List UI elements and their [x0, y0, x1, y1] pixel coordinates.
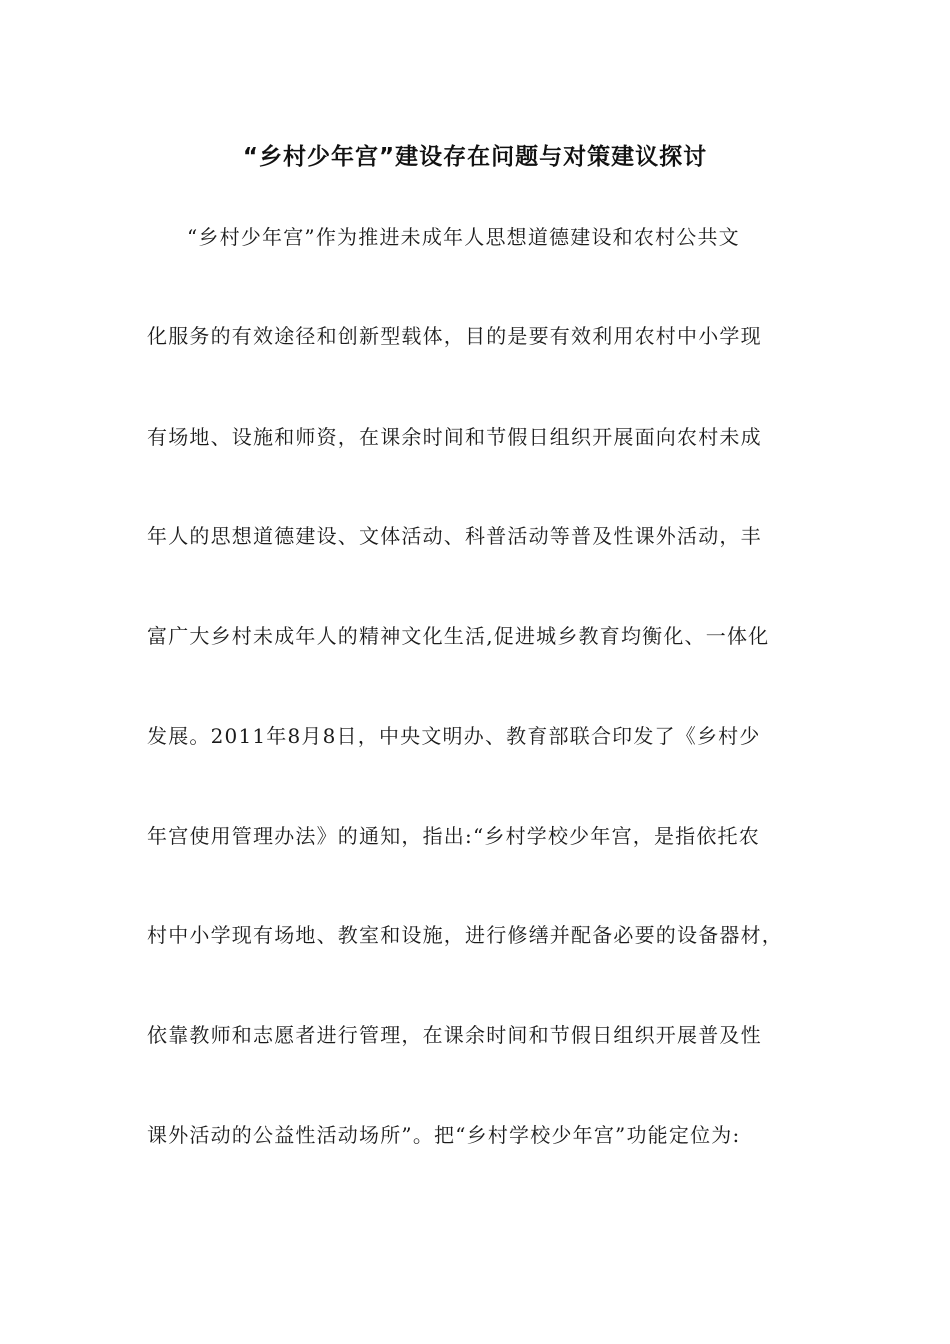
- paragraph-line: 化服务的有效途径和创新型载体，目的是要有效利用农村中小学现: [147, 324, 762, 348]
- paragraph-line: 有场地、设施和师资，在课余时间和节假日组织开展面向农村未成: [147, 425, 762, 449]
- paragraph-line: 年人的思想道德建设、文体活动、科普活动等普及性课外活动，丰: [147, 524, 762, 548]
- paragraph-line: 村中小学现有场地、教室和设施，进行修缮并配备必要的设备器材，: [147, 923, 783, 947]
- paragraph-line: “乡村少年宫”作为推进未成年人思想道德建设和农村公共文: [187, 225, 740, 249]
- document-title: “乡村少年宫”建设存在问题与对策建议探讨: [242, 144, 708, 170]
- paragraph-line: 依靠教师和志愿者进行管理，在课余时间和节假日组织开展普及性: [147, 1023, 762, 1047]
- paragraph-line: 课外活动的公益性活动场所”。把“乡村学校少年宫”功能定位为:: [147, 1123, 741, 1147]
- paragraph-line: 发展。2011年8月8日，中央文明办、教育部联合印发了《乡村少: [147, 724, 761, 748]
- paragraph-line: 年宫使用管理办法》的通知，指出:“乡村学校少年宫，是指依托农: [147, 824, 760, 848]
- paragraph-line: 富广大乡村未成年人的精神文化生活,促进城乡教育均衡化、一体化: [147, 624, 770, 648]
